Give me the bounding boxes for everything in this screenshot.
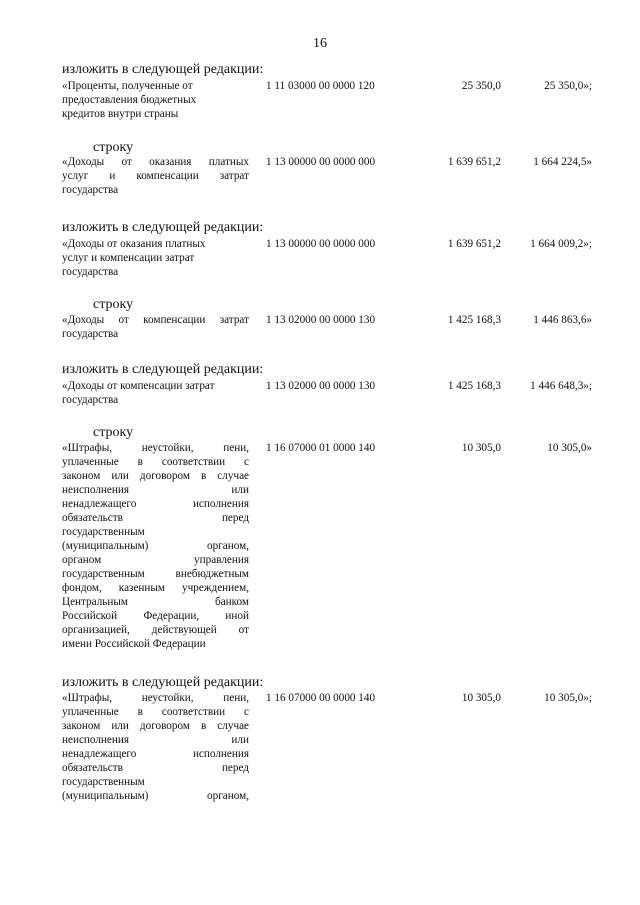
description-line: Центральным банком <box>62 596 249 608</box>
budget-code: 1 11 03000 00 0000 120 <box>266 80 375 92</box>
row-description <box>62 379 249 407</box>
description-line: законом или договором в случае <box>62 720 249 732</box>
row-description <box>62 79 249 121</box>
description-line: услуг и компенсации затрат <box>62 170 249 182</box>
description-line: уплаченные в соответствии с <box>62 456 249 468</box>
block-heading: изложить в следующей редакции: <box>62 362 264 377</box>
description-line: Российской Федерации, иной <box>62 610 249 622</box>
description-line: государства <box>62 184 119 196</box>
description-line: кредитов внутри страны <box>62 108 179 120</box>
value-year-1: 1 425 168,3 <box>447 314 501 326</box>
description-line: неисполнения или <box>62 484 249 496</box>
value-year-2: 10 305,0» <box>547 442 592 454</box>
block-heading: изложить в следующей редакции: <box>62 220 264 235</box>
description-line: ненадлежащего исполнения <box>62 498 249 510</box>
description-line: «Доходы от компенсации затрат <box>62 314 249 326</box>
description-line: «Доходы от оказания платных <box>62 238 206 250</box>
value-year-2: 10 305,0»; <box>544 692 592 704</box>
description-line: предоставления бюджетных <box>62 94 197 106</box>
description-line: «Доходы от оказания платных <box>62 156 249 168</box>
budget-code: 1 13 02000 00 0000 130 <box>266 380 376 392</box>
description-line: «Доходы от компенсации затрат <box>62 380 215 392</box>
description-line: «Проценты, полученные от <box>62 80 193 92</box>
row-description <box>62 155 249 197</box>
value-year-1: 10 305,0 <box>461 442 501 454</box>
row-description <box>62 313 249 341</box>
description-line: ненадлежащего исполнения <box>62 748 249 760</box>
value-year-1: 10 305,0 <box>461 692 501 704</box>
value-year-2: 1 664 009,2»; <box>530 238 592 250</box>
description-line: услуг и компенсации затрат <box>62 252 195 264</box>
description-line: (муниципальным) органом, <box>62 790 249 802</box>
value-year-2: 25 350,0»; <box>544 80 592 92</box>
row-description <box>62 691 249 803</box>
budget-code: 1 16 07000 01 0000 140 <box>266 442 376 454</box>
value-year-1: 1 639 651,2 <box>447 238 501 250</box>
description-line: государства <box>62 266 119 278</box>
description-line: фондом, казенным учреждением, <box>62 582 249 594</box>
description-line: государственным <box>62 526 145 538</box>
value-year-1: 25 350,0 <box>461 80 501 92</box>
description-line: государственным внебюджетным <box>62 568 249 580</box>
budget-code: 1 13 02000 00 0000 130 <box>266 314 376 326</box>
block-heading: изложить в следующей редакции: <box>62 62 264 77</box>
description-line: обязательств перед <box>62 762 249 774</box>
budget-code: 1 13 00000 00 0000 000 <box>266 156 376 168</box>
description-line: законом или договором в случае <box>62 470 249 482</box>
description-line: неисполнения или <box>62 734 249 746</box>
description-line: «Штрафы, неустойки, пени, <box>62 692 249 704</box>
block-heading: строку <box>93 425 134 440</box>
block-heading: строку <box>93 297 134 312</box>
page-number: 16 <box>313 36 327 51</box>
description-line: организацией, действующей от <box>62 624 249 636</box>
row-description <box>62 441 249 651</box>
description-line: уплаченные в соответствии с <box>62 706 249 718</box>
budget-code: 1 16 07000 00 0000 140 <box>266 692 376 704</box>
block-heading: строку <box>93 140 134 155</box>
description-line: государства <box>62 328 119 340</box>
description-line: имени Российской Федерации <box>62 638 206 650</box>
budget-code: 1 13 00000 00 0000 000 <box>266 238 376 250</box>
value-year-1: 1 639 651,2 <box>447 156 501 168</box>
value-year-2: 1 664 224,5» <box>533 156 592 168</box>
value-year-1: 1 425 168,3 <box>447 380 501 392</box>
value-year-2: 1 446 648,3»; <box>530 380 592 392</box>
row-description <box>62 237 249 279</box>
description-line: «Штрафы, неустойки, пени, <box>62 442 249 454</box>
description-line: органом управления <box>62 554 249 566</box>
description-line: (муниципальным) органом, <box>62 540 249 552</box>
description-line: обязательств перед <box>62 512 249 524</box>
description-line: государства <box>62 394 119 406</box>
block-heading: изложить в следующей редакции: <box>62 675 264 690</box>
value-year-2: 1 446 863,6» <box>533 314 592 326</box>
description-line: государственным <box>62 776 145 788</box>
